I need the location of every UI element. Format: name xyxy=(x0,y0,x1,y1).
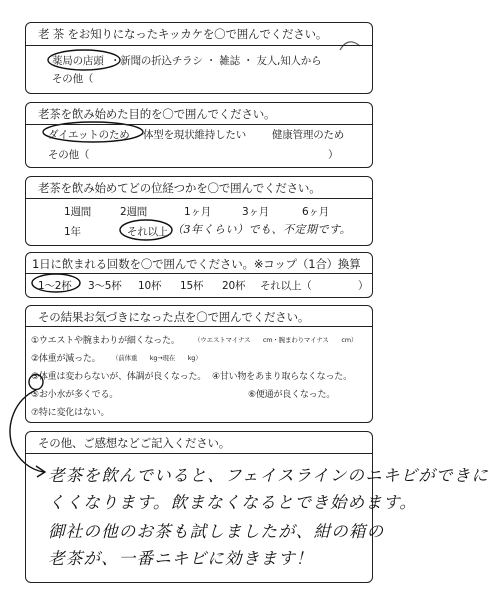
section-title: その他、ご感想などご記入ください。 xyxy=(38,436,231,450)
option-health[interactable]: 健康管理のため xyxy=(272,129,345,141)
option-others-line[interactable]: ・新聞の折込チラシ ・ 雑誌 ・ 友人,知人から xyxy=(110,55,322,67)
result-item-6[interactable]: ⑥便通が良くなった。 xyxy=(248,390,336,400)
section-divider xyxy=(26,326,372,327)
option-pharmacy[interactable]: 薬局の店頭 xyxy=(52,55,104,67)
result-item-5[interactable]: ⑤お小水が多くでる。 xyxy=(31,390,119,400)
section-divider xyxy=(26,273,372,274)
option-maintain-figure[interactable]: 体型を現状維持したい xyxy=(143,129,246,141)
option-3-5-cups[interactable]: 3～5杯 xyxy=(88,280,122,292)
section-divider xyxy=(26,45,372,46)
comment-line-4: 老茶が、一番ニキビに効きます！ xyxy=(48,549,314,568)
result-item-3[interactable]: ③体重は変わらないが、体調が良くなった。 xyxy=(31,372,207,382)
option-3-months[interactable]: 3ヶ月 xyxy=(242,206,270,218)
section-daily-cups xyxy=(25,252,373,298)
option-1-year[interactable]: 1年 xyxy=(64,226,81,238)
result-item-2-note: （前体重 kg→現在 kg） xyxy=(112,354,202,362)
option-more[interactable]: それ以上（ xyxy=(260,280,312,292)
section-duration xyxy=(25,176,373,246)
section-title: 老 茶 をお知りになったキッカケを〇で囲んでください。 xyxy=(38,27,328,41)
result-item-4[interactable]: ④甘い物をあまり取らなくなった。 xyxy=(212,372,352,382)
handwritten-duration-note: （3年くらい）でも、不定期です。 xyxy=(172,223,352,236)
option-other[interactable]: その他（ xyxy=(52,73,94,85)
option-other-close: ） xyxy=(328,149,339,161)
option-1-2-cups[interactable]: 1～2杯 xyxy=(38,280,72,292)
section-divider xyxy=(26,453,372,454)
option-diet[interactable]: ダイエットのため xyxy=(48,129,130,141)
section-title: 老茶を飲み始めてどの位経つかを〇で囲んでください。 xyxy=(38,181,321,195)
result-item-1[interactable]: ①ウエストや腕まわりが細くなった。 xyxy=(31,336,180,346)
result-item-2[interactable]: ②体重が減った。 xyxy=(31,354,101,364)
section-divider xyxy=(26,198,372,199)
section-comments xyxy=(25,431,489,583)
result-item-7[interactable]: ⑦特に変化はない。 xyxy=(31,408,110,418)
option-other[interactable]: その他（ xyxy=(48,149,90,161)
option-6-months[interactable]: 6ヶ月 xyxy=(302,206,330,218)
option-20-cups[interactable]: 20杯 xyxy=(222,280,246,292)
option-1-week[interactable]: 1週間 xyxy=(64,206,92,218)
option-10-cups[interactable]: 10杯 xyxy=(138,280,162,292)
comment-line-1: 老茶を飲んでいると、フェイスラインのニキビができに xyxy=(48,466,489,485)
result-item-1-note: （ウエストマイナス cm・腕まわりマイナス cm） xyxy=(194,336,358,344)
option-more-close: ） xyxy=(358,280,369,292)
option-1-month[interactable]: 1ヶ月 xyxy=(184,206,212,218)
section-title: 老茶を飲み始めた目的を〇で囲んでください。 xyxy=(38,107,276,121)
option-15-cups[interactable]: 15杯 xyxy=(180,280,204,292)
option-2-weeks[interactable]: 2週間 xyxy=(120,206,148,218)
comment-line-3: 御社の他のお茶も試しましたが、紺の箱の xyxy=(48,522,385,541)
option-over-1-year[interactable]: それ以上 xyxy=(127,226,169,238)
section-title: その結果お気づきになった点を〇で囲んでください。 xyxy=(38,310,310,324)
section-purpose xyxy=(25,102,373,168)
section-results xyxy=(25,305,373,423)
section-title: 1日に飲まれる回数を〇で囲んでください。※コップ（1合）換算 xyxy=(32,257,361,271)
section-divider xyxy=(26,124,372,125)
comment-line-2: くくなります。飲まなくなるとでき始めます。 xyxy=(48,493,418,512)
section-how-you-found xyxy=(25,22,373,94)
